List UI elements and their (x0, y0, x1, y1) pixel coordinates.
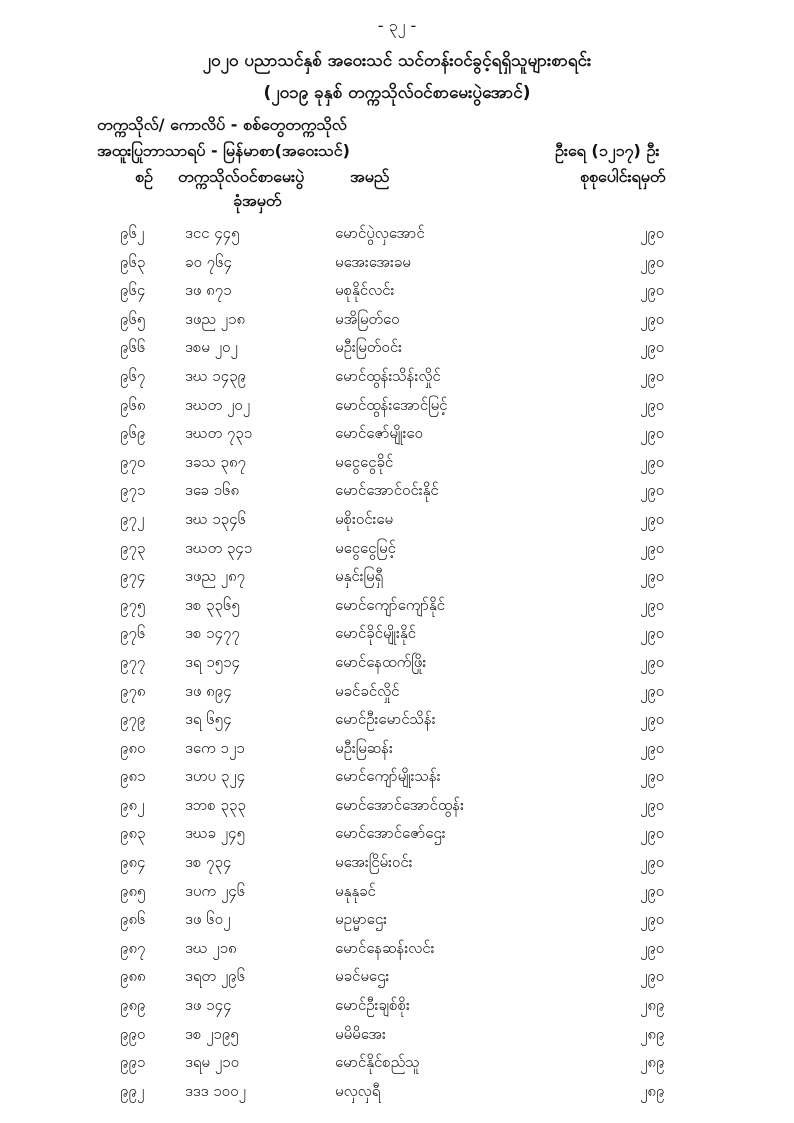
row-number: ၉၉၂ (120, 1081, 145, 1100)
student-name: မောင်နေဆန်းလင်း (335, 938, 435, 957)
table-row (0, 281, 794, 310)
exam-number: ဒဖည ၂၈၇ (185, 567, 246, 586)
exam-number: ဒဃ ၂၁၈ (185, 938, 237, 957)
student-name: မောင်ခိုင်မျိုးနိုင် (335, 624, 416, 643)
student-name: မစိုးဝင်းမေ (335, 509, 394, 528)
total-marks: ၂၉၀ (640, 281, 665, 300)
student-name: မအေးအေးခမ (335, 252, 411, 271)
table-row (0, 539, 794, 568)
exam-number: ဒဃတ ၃၄၁ (185, 538, 253, 557)
row-number: ၉၆၄ (120, 281, 146, 300)
row-number: ၉၈၈ (120, 967, 146, 986)
student-name: မမိမိအေး (335, 1024, 386, 1043)
student-name: မောင်နေထက်ဖြိုး (335, 652, 427, 671)
row-number: ၉၇၀ (120, 452, 146, 471)
total-count: ဦးရေ (၁၂၁၇) ဦး (555, 141, 660, 160)
table-row (0, 796, 794, 825)
exam-number: ဒဒဒ ၁၀၀၂ (185, 1081, 246, 1100)
total-marks: ၂၉၀ (640, 481, 665, 500)
exam-number: ဒခသ ၃၈၇ (185, 452, 246, 471)
results-table (0, 224, 794, 1110)
exam-number: ဒရတ ၂၉၆ (185, 967, 246, 986)
total-marks: ၂၈၉ (640, 1081, 665, 1100)
row-number: ၉၈၁ (120, 767, 146, 786)
student-name: မောင်အောင်ဇော်ဌေး (335, 824, 446, 843)
total-marks: ၂၉၀ (640, 967, 665, 986)
row-number: ၉၇၂ (120, 509, 145, 528)
table-row (0, 424, 794, 453)
total-marks: ၂၉၀ (640, 252, 665, 271)
exam-number: ဒကေ ၁၂၁ (185, 738, 245, 757)
table-row (0, 967, 794, 996)
table-row (0, 910, 794, 939)
exam-number: ဒဖ ၆၀၂ (185, 910, 231, 929)
table-row (0, 739, 794, 768)
total-marks: ၂၉၀ (640, 767, 665, 786)
total-marks: ၂၉၀ (640, 710, 665, 729)
exam-number: ဒရ ၆၅၄ (185, 710, 232, 729)
student-name: မနုနုခင် (335, 881, 376, 900)
total-marks: ၂၉၀ (640, 538, 665, 557)
table-row (0, 853, 794, 882)
table-row (0, 253, 794, 282)
student-name: မောင်ဇော်မျိုးဝေ (335, 424, 423, 443)
table-row (0, 710, 794, 739)
header-no: စဉ် (135, 167, 153, 186)
student-name: မငွေငွေခိုင် (335, 452, 394, 471)
row-number: ၉၆၆ (120, 338, 146, 357)
exam-number: ဒဃ ၁၃၄၆ (185, 509, 246, 528)
row-number: ၉၈၃ (120, 824, 146, 843)
header-exam-no-line2: ခုံအမှတ် (233, 191, 282, 210)
total-marks: ၂၈၉ (640, 1024, 665, 1043)
student-name: မောင်ဦးချစ်စိုး (335, 996, 410, 1015)
total-marks: ၂၉၀ (640, 509, 665, 528)
exam-number: ဒဖ ၈၉၄ (185, 681, 232, 700)
exam-number: ဒစ ၁၄၇၇ (185, 624, 240, 643)
total-marks: ၂၉၀ (640, 853, 665, 872)
exam-number: ခဝ ၇၆၄ (185, 252, 232, 271)
exam-number: ဒဟပ ၃၂၄ (185, 767, 246, 786)
exam-number: ဒဃတ ၇၃၁ (185, 424, 253, 443)
page-number: - ၃၂ - (377, 16, 417, 35)
table-row (0, 596, 794, 625)
row-number: ၉၆၅ (120, 309, 146, 328)
total-marks: ၂၉၀ (640, 624, 665, 643)
table-row (0, 824, 794, 853)
student-name: မငွေငွေမြင့် (335, 538, 396, 557)
table-row (0, 882, 794, 911)
row-number: ၉၈၂ (120, 795, 145, 814)
table-row (0, 396, 794, 425)
student-name: မောင်ပွဲလှအောင် (335, 224, 425, 242)
row-number: ၉၉၁ (120, 1053, 146, 1072)
table-row (0, 1082, 794, 1111)
exam-number: ဒဖည ၂၁၈ (185, 309, 246, 328)
total-marks: ၂၉၀ (640, 395, 665, 414)
student-name: မောင်ထွန်းသိန်းလှိုင် (335, 366, 441, 385)
table-row (0, 939, 794, 968)
total-marks: ၂၉၀ (640, 567, 665, 586)
row-number: ၉၆၈ (120, 395, 146, 414)
total-marks: ၂၉၀ (640, 681, 665, 700)
student-name: မအိမြတ်ဝေ (335, 309, 400, 328)
student-name: မောင်ကျော်ကျော်နိုင် (335, 595, 445, 614)
table-row (0, 653, 794, 682)
student-name: မခင်မဌေး (335, 967, 390, 986)
table-row (0, 481, 794, 510)
row-number: ၉၇၄ (120, 567, 146, 586)
student-name: မခင်ခင်လှိုင် (335, 681, 400, 700)
table-row (0, 224, 794, 253)
row-number: ၉၆၂ (120, 224, 145, 242)
total-marks: ၂၉၀ (640, 881, 665, 900)
student-name: မဦးမြတ်ဝင်း (335, 338, 402, 357)
student-name: မောင်ဦးမောင်သိန်း (335, 710, 436, 729)
exam-number: ဒဃခ ၂၄၅ (185, 824, 245, 843)
exam-number: ဒငင ၄၄၅ (185, 224, 240, 242)
exam-number: ဒစမ ၂၀၂ (185, 338, 238, 357)
exam-number: ဒဘစ ၃၃၃ (185, 795, 246, 814)
row-number: ၉၈၉ (120, 996, 146, 1015)
table-row (0, 996, 794, 1025)
row-number: ၉၈၅ (120, 881, 146, 900)
exam-number: ဒရ ၁၅၁၄ (185, 652, 240, 671)
table-row (0, 338, 794, 367)
table-row (0, 567, 794, 596)
total-marks: ၂၉၀ (640, 366, 665, 385)
table-row (0, 682, 794, 711)
total-marks: ၂၉၀ (640, 224, 665, 242)
row-number: ၉၆၇ (120, 366, 146, 385)
total-marks: ၂၉၀ (640, 652, 665, 671)
exam-number: ဒဃ ၁၄၃၉ (185, 366, 246, 385)
student-name: မောင်နိုင်စည်သူ (335, 1053, 420, 1072)
exam-number: ဒခေ ၁၆၈ (185, 481, 240, 500)
exam-number: ဒဃတ ၂၀၂ (185, 395, 251, 414)
row-number: ၉၇၈ (120, 681, 146, 700)
exam-number: ဒရမ ၂၁၀ (185, 1053, 240, 1072)
header-exam-no: တက္ကသိုလ်ဝင်စာမေးပွဲ (178, 167, 305, 186)
total-marks: ၂၉၀ (640, 424, 665, 443)
table-row (0, 767, 794, 796)
total-marks: ၂၈၉ (640, 1053, 665, 1072)
student-name: မောင်ကျော်မျိုးသန်း (335, 767, 441, 786)
student-name: မနှင်းမြရှီ (335, 567, 384, 586)
total-marks: ၂၉၀ (640, 452, 665, 471)
row-number: ၉၈၀ (120, 738, 146, 757)
subject-line: အထူးပြုဘာသာရပ် - မြန်မာစာ(အဝေးသင်) (97, 141, 350, 160)
row-number: ၉၈၇ (120, 938, 146, 957)
student-name: မောင်ထွန်းအောင်မြင့် (335, 395, 448, 414)
row-number: ၉၇၁ (120, 481, 146, 500)
row-number: ၉၆၉ (120, 424, 146, 443)
exam-number: ဒပက ၂၄၆ (185, 881, 246, 900)
table-row (0, 310, 794, 339)
table-row (0, 1025, 794, 1054)
total-marks: ၂၉၀ (640, 795, 665, 814)
exam-number: ဒစ ၂၁၉၅ (185, 1024, 239, 1043)
document-subtitle: (၂၀၁၉ ခုနှစ် တက္ကသိုလ်ဝင်စာမေးပွဲအောင်) (263, 83, 531, 103)
total-marks: ၂၉၀ (640, 824, 665, 843)
row-number: ၉၇၆ (120, 624, 146, 643)
student-name: မောင်အောင်အောင်ထွန်း (335, 795, 464, 814)
exam-number: ဒဖ ၈၇၁ (185, 281, 232, 300)
row-number: ၉၆၃ (120, 252, 146, 271)
total-marks: ၂၈၉ (640, 996, 665, 1015)
total-marks: ၂၉၀ (640, 309, 665, 328)
total-marks: ၂၉၀ (640, 338, 665, 357)
student-name: မဥမ္မာဌေး (335, 910, 387, 929)
row-number: ၉၈၆ (120, 910, 146, 929)
exam-number: ဒစ ၃၃၆၅ (185, 595, 240, 614)
row-number: ၉၇၅ (120, 595, 146, 614)
exam-number: ဒဖ ၁၄၄ (185, 996, 232, 1015)
exam-number: ဒစ ၇၃၄ (185, 853, 232, 872)
total-marks: ၂၉၀ (640, 938, 665, 957)
document-title: ၂၀၂၀ ပညာသင်နှစ် အဝေးသင် သင်တန်းဝင်ခွင့်ရရှိသူများစာရင်း (202, 51, 592, 71)
row-number: ၉၇၇ (120, 652, 146, 671)
header-marks: စုစုပေါင်းရမှတ် (580, 167, 666, 186)
student-name: မောင်အောင်ဝင်းနိုင် (335, 481, 439, 500)
table-row (0, 367, 794, 396)
student-name: မဦးမြဆန်း (335, 738, 393, 757)
row-number: ၉၇၉ (120, 710, 146, 729)
table-row (0, 453, 794, 482)
row-number: ၉၇၃ (120, 538, 146, 557)
university-line: တက္ကသိုလ်/ ကောလိပ် - စစ်တွေတက္ကသိုလ် (97, 115, 347, 134)
total-marks: ၂၉၀ (640, 910, 665, 929)
student-name: မစုနိုင်လင်း (335, 281, 395, 300)
student-name: မအေးငြိမ်းဝင်း (335, 853, 413, 872)
table-row (0, 624, 794, 653)
table-row (0, 510, 794, 539)
total-marks: ၂၉၀ (640, 738, 665, 757)
table-row (0, 1053, 794, 1082)
row-number: ၉၈၄ (120, 853, 146, 872)
total-marks: ၂၉၀ (640, 595, 665, 614)
student-name: မလှလှရီ (335, 1081, 381, 1100)
header-name: အမည် (350, 167, 390, 186)
row-number: ၉၉၀ (120, 1024, 146, 1043)
